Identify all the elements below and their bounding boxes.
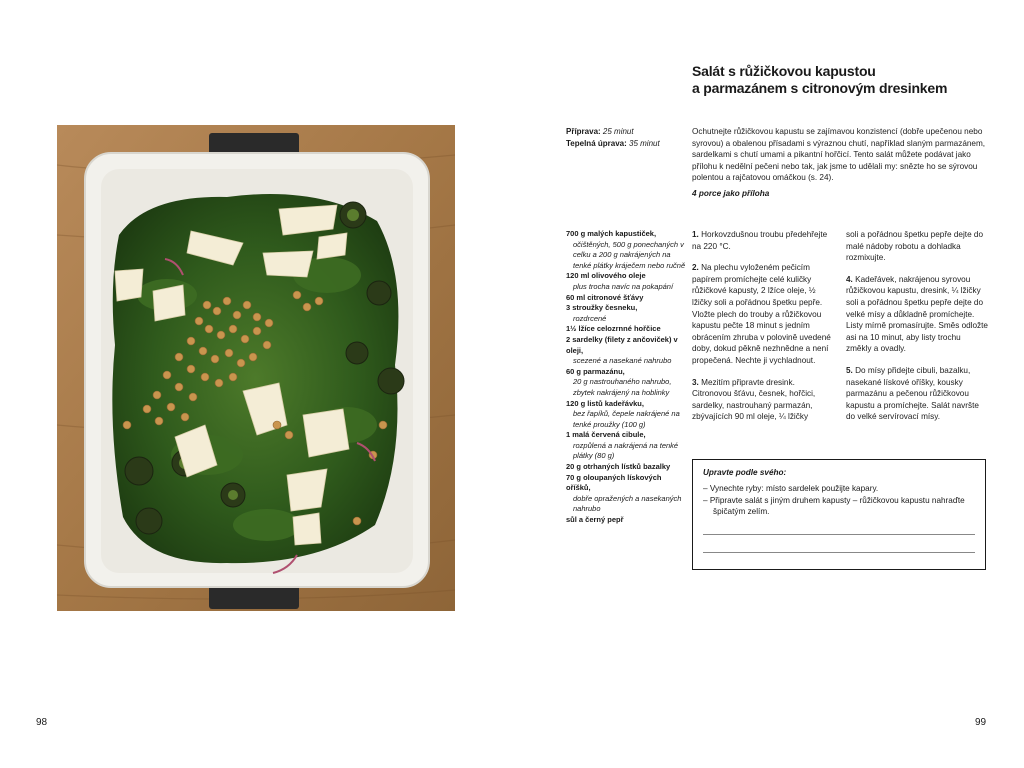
method-step	[692, 377, 832, 423]
ingredient-item	[566, 399, 686, 431]
ingredient-item	[566, 303, 686, 324]
step-text: Na plechu vyloženém pečicím papírem promíchejte celé kuličky růžičkové kapusty, 2 lžíce oleje, ½ lžičky soli a pořádnou špetku pepře. Vložte plech do trouby a růžičkovou kapustu pečte 18 minut s jedním obrácením zhruba v polovině uvedené doby, dokud pěkně nezhnědne a není propečená. Nechte ji vychladnout.	[692, 263, 831, 365]
ingredient-item	[566, 473, 686, 515]
method-step	[846, 365, 988, 423]
method-column-2	[846, 229, 988, 433]
step-text: Mezitím připravte dresink. Citronovou šťávu, česnek, hořčici, sardelky, nastrouhaný parmazán, zbývajících 90 ml oleje, ¼ lžičky	[692, 377, 816, 422]
ingredient-name: 20 g otrhaných lístků bazalky	[566, 462, 671, 472]
ingredient-name: 60 g parmazánu,	[566, 366, 625, 376]
page-number-right: 99	[975, 717, 987, 728]
ingredient-name: 70 g oloupaných lískových oříšků,	[566, 472, 662, 493]
ingredient-item	[566, 515, 686, 526]
ingredient-name: 120 ml olivového oleje	[566, 271, 646, 281]
step-text: Do mísy přidejte cibuli, bazalku, nasekané lískové oříšky, kousky parmazánu a pečenou růžičkovou kapustu a promíchejte. Salát navršte do velké servírovací mísy.	[846, 365, 979, 422]
ingredient-note: dobře opražených a nasekaných nahrubo	[573, 493, 682, 514]
step-number: 4.	[846, 274, 853, 284]
ingredient-item	[566, 293, 686, 304]
prep-time: Příprava: 25 minut	[566, 127, 634, 136]
recipe-intro: Ochutnejte růžičkovou kapustu se zajímavou konzistencí (dobře upečenou nebo syrovou) a obalenou přísadami s výraznou chutí, například slaným parmazánem, sardelkami s chutí umami a pikantní hořčicí. Tento salát můžete podávat jako přílohu k nedělní pečeni nebo tak, jak jsme to udělali my: snězte ho se sýrovou polentou a rajčatovou omáčkou (s. 24).	[692, 127, 986, 182]
ingredient-name: 120 g listů kadeřávku,	[566, 398, 644, 408]
ingredient-item	[566, 462, 686, 473]
customize-item: – Vynechte ryby: místo sardelek použijte kapary.	[703, 484, 879, 493]
step-number: 1.	[692, 230, 699, 239]
step-number: 3.	[692, 377, 699, 387]
step-number: 5.	[846, 365, 853, 375]
method-step	[846, 229, 988, 264]
method-step	[692, 229, 832, 252]
ingredient-item	[566, 367, 686, 399]
ingredient-name: 1 malá červená cibule,	[566, 430, 646, 440]
customize-box	[692, 459, 986, 570]
ingredient-note: scezené a nasekané nahrubo	[573, 356, 672, 366]
method-step	[846, 274, 988, 355]
ingredient-note: očištěných, 500 g ponechaných v celku a 200 g nakrájených na tenké plátky kráječem nebo ručně	[573, 239, 686, 270]
note-line	[703, 552, 975, 553]
ingredient-name: 700 g malých kapustiček,	[566, 229, 657, 238]
customize-title: Upravte podle svého:	[703, 468, 787, 477]
ingredient-name: 3 stroužky česneku,	[566, 303, 638, 313]
page-number-left: 98	[36, 717, 48, 728]
customize-item: – Připravte salát s jiným druhem kapusty – růžičkovou kapustu nahraďte špičatým zelím.	[703, 495, 965, 516]
method-column-1	[692, 229, 832, 433]
ingredient-item	[566, 335, 686, 367]
ingredient-name: sůl a černý pepř	[566, 515, 624, 525]
ingredient-item	[566, 271, 686, 292]
customize-items	[703, 483, 975, 518]
ingredient-note: plus trocha navíc na pokapání	[573, 281, 674, 291]
ingredients-list	[566, 229, 686, 526]
ingredient-item	[566, 324, 686, 335]
step-number: 2.	[692, 263, 699, 273]
ingredient-name: 1½ lžíce celozrnné hořčice	[566, 324, 661, 334]
ingredient-note: 20 g nastrouhaného nahrubo, zbytek nakrájený na hoblinky	[573, 377, 672, 397]
servings: 4 porce jako příloha	[692, 189, 770, 198]
step-text: soli a pořádnou špetku pepře dejte do malé nádoby robotu a dohladka rozmixujte.	[846, 230, 984, 263]
ingredient-item	[566, 430, 686, 462]
step-text: Horkovzdušnou troubu předehřejte na 220 °C.	[692, 230, 828, 251]
ingredient-item	[566, 229, 686, 271]
recipe-title-line2: a parmazánem s citronovým dresinkem	[692, 80, 948, 96]
recipe-title-line1: Salát s růžičkovou kapustou	[692, 63, 876, 79]
recipe-title	[692, 63, 992, 97]
step-text: Kadeřávek, nakrájenou syrovou růžičkovou kapustu, dresink, ¼ lžičky soli a pořádnou špetku pepře dejte do velké mísy a důkladně promíchejte. Listy mírně promasírujte. Směs odložte asi na 10 minut, aby listy trochu změkly a ovadly.	[846, 274, 988, 354]
ingredient-note: bez řapíků, čepele nakrájené na tenké proužky (100 g)	[573, 409, 680, 429]
timing-info	[566, 126, 660, 149]
cook-time: Tepelná úprava: 35 minut	[566, 138, 660, 148]
method-step	[692, 262, 832, 366]
ingredient-name: 2 sardelky (filety z ančoviček) v oleji,	[566, 334, 678, 355]
note-line	[703, 534, 975, 535]
ingredient-note: rozpůlená a nakrájená na tenké plátky (80 g)	[573, 440, 679, 461]
ingredient-name: 60 ml citronové šťávy	[566, 292, 644, 302]
salad-photo	[57, 125, 455, 611]
ingredient-note: rozdrcené	[573, 313, 607, 323]
